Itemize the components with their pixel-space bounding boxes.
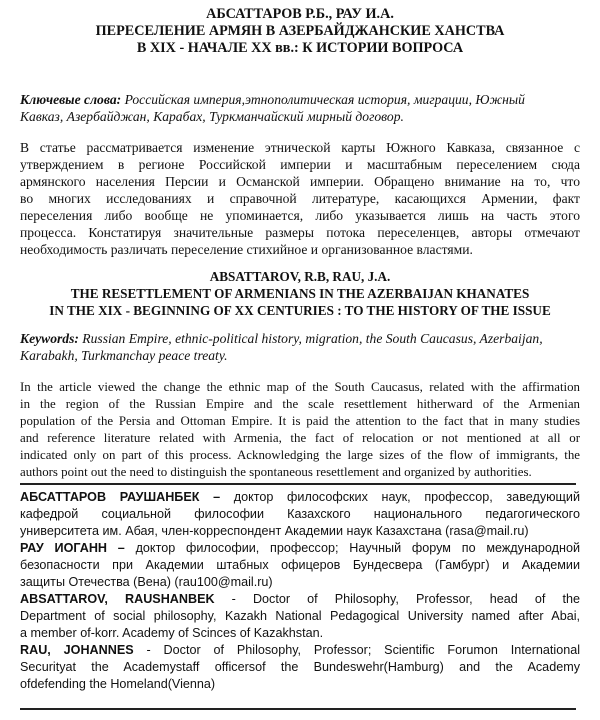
author-2-line: защиты Отечества (Вена) (rau100@mail.ru) — [20, 575, 273, 589]
author-1-line: кафедрой социальной философии Казахского национального педагогического — [20, 507, 580, 521]
author-1-line: университета им. Абая, член-корреспондент Академии наук Казахстана (rasa@mail.ru) — [20, 524, 529, 538]
author-info — [20, 489, 580, 693]
en-abstract-line: authors point out the need to distinguish the spontaneous resettlement and organized by authorities. — [20, 465, 532, 479]
author-2-name: РАУ ИОГАНН – — [20, 541, 125, 555]
en-keywords-line-1: Keywords: Russian Empire, ethnic-political history, migration, the South Caucasus, Azerbaijan, — [20, 331, 543, 346]
en-keywords-line-2: Karabakh, Turkmanchay peace treaty. — [20, 348, 228, 363]
en-title-line-2: IN THE XIX - BEGINNING OF XX CENTURIES : TO THE HISTORY OF THE ISSUE — [49, 303, 551, 318]
en-keywords-label: Keywords: — [20, 331, 79, 346]
ru-authors-line: АБСАТТАРОВ Р.Б., РАУ И.А. — [206, 6, 394, 22]
ru-keywords-line-2: Кавказ, Азербайджан, Карабах, Туркманчайский мирный договор. — [20, 109, 404, 124]
author-4-line: RAU, JOHANNES - Doctor of Philosophy, Professor; Scientific Forumon International — [20, 643, 581, 657]
ru-abstract — [20, 139, 580, 258]
en-abstract-line: In the article viewed the change the ethnic map of the South Caucasus, related with the affirmation — [20, 380, 580, 394]
author-3-line: a member of-korr. Academy of Scinces of Kazakhstan. — [20, 626, 324, 640]
author-4-line: Securityat the Academystaff officersof the Bundeswehr(Hamburg) and the Academy — [20, 660, 580, 674]
ru-abstract-line: армянского населения Персии и Османской империи. Обращено внимание на то, что — [20, 174, 580, 189]
en-abstract-line: population of the Persia and Ottoman Empire. It is paid the attention to the fact that in many studies — [20, 414, 580, 428]
author-2-line: безопасности при Академии штабных офицеров Бундесвера (Гамбург) и Академии — [20, 558, 580, 572]
author-2-line: РАУ ИОГАНН – доктор философии, профессор; Научный форум по международной — [20, 541, 580, 555]
ru-keywords-label: Ключевые слова: — [20, 92, 122, 107]
author-1-line: АБСАТТАРОВ РАУШАНБЕК – доктор философских наук, профессор, заведующий — [20, 490, 580, 504]
ru-keywords-line-1: Ключевые слова: Российская империя,этнополитическая история, миграции, Южный — [20, 92, 525, 107]
en-abstract-line: and reference literature related with Armenia, the fact of relocation or not mentioned at all or — [20, 431, 580, 445]
ru-title-block — [20, 6, 580, 57]
en-title-line-1: THE RESETTLEMENT OF ARMENIANS IN THE AZERBAIJAN KHANATES — [70, 286, 530, 301]
en-title-block — [20, 268, 580, 319]
en-keywords — [20, 330, 580, 364]
ru-title-line-1: ПЕРЕСЕЛЕНИЕ АРМЯН В АЗЕРБАЙДЖАНСКИЕ ХАНСТВА — [95, 23, 505, 39]
en-abstract-line: in the region of the Russian Empire and the scale resettlement hitherward of the Armenian — [20, 397, 580, 411]
ru-abstract-line: В статье рассматривается изменение этнической карты Южного Кавказа, связанное с — [20, 140, 580, 155]
author-3-line: Department of social philosophy, Kazakh National Pedagogical University named after Abai, — [20, 609, 580, 623]
en-abstract — [20, 379, 580, 481]
ru-abstract-line: переселения либо вообще не упоминается, либо указывается лишь на часть этого — [20, 208, 580, 223]
ru-abstract-line: необходимость различать переселение стихийное и организованное властями. — [20, 242, 473, 257]
ru-abstract-line: во многих исследованиях и справочной литературе, касающихся Армении, факт — [20, 191, 580, 206]
ru-abstract-line: утверждением в регионе Российской империи и масштабным переселением сюда — [20, 157, 580, 172]
ru-abstract-line: процесса. Констатируя значительные размеры потока переселенцев, авторы отмечают — [20, 225, 580, 240]
author-3-line: ABSATTAROV, RAUSHANBEK - Doctor of Philosophy, Professor, head of the — [20, 592, 580, 606]
en-authors-line: ABSATTAROV, R.B, RAU, J.A. — [209, 269, 391, 284]
ru-keywords — [20, 91, 580, 125]
author-3-name: ABSATTAROV, RAUSHANBEK — [20, 592, 215, 606]
top-divider — [20, 483, 576, 485]
bottom-divider — [20, 708, 576, 710]
en-abstract-line: indicated only on part of this process. Acknowledging the large sizes of the flow of immigrants, the — [20, 448, 580, 462]
author-4-line: ofdefending the Homeland(Vienna) — [20, 677, 216, 691]
author-1-name: АБСАТТАРОВ РАУШАНБЕК – — [20, 490, 221, 504]
ru-title-line-2: В XIX - НАЧАЛЕ XX вв.: К ИСТОРИИ ВОПРОСА — [136, 40, 464, 56]
author-4-name: RAU, JOHANNES — [20, 643, 134, 657]
